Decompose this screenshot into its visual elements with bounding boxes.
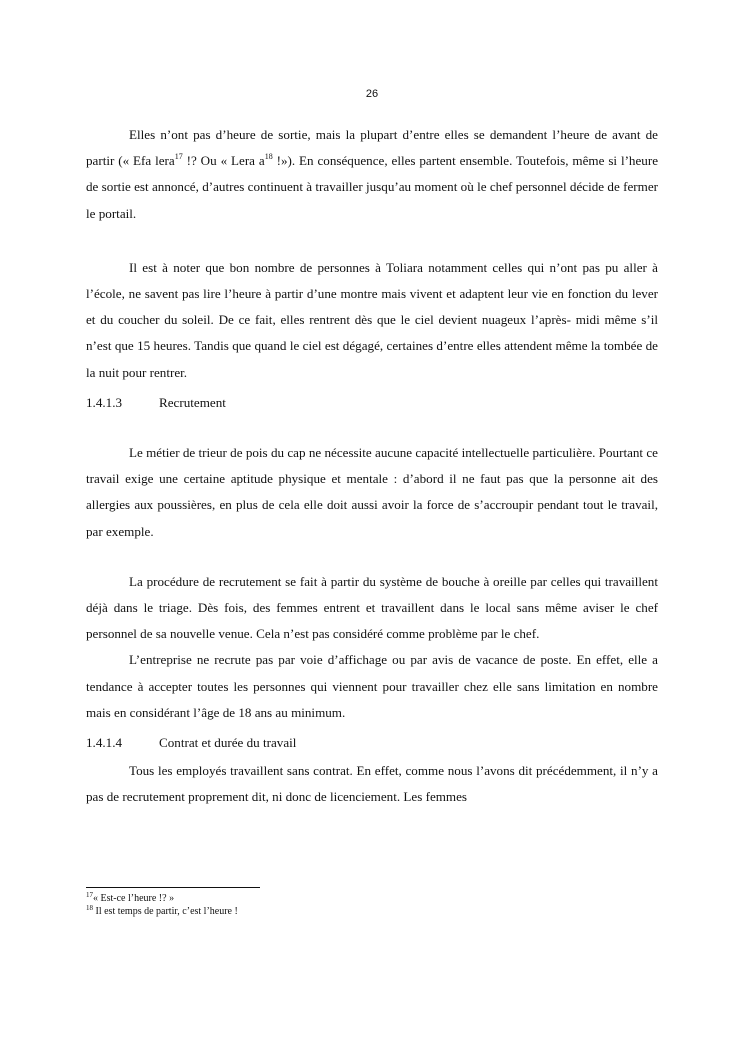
page-number: 26 — [365, 88, 379, 100]
body-text — [86, 122, 658, 811]
footnote-ref-18: 18 — [264, 152, 273, 162]
paragraph-1-text-b: !? Ou « Lera a — [182, 153, 265, 169]
footnote-number: 17 — [86, 891, 93, 899]
footnote-ref-17: 17 — [174, 152, 183, 162]
footnote-text: Il est temps de partir, c’est l’heure ! — [93, 906, 238, 917]
section-heading-contrat — [86, 730, 658, 756]
paragraph-2: Il est à noter que bon nombre de personnes à Toliara notamment celles qui n’ont pas pu aller à l’école, ne savent pas lire l’heure à partir d’une montre mais vivent et adaptent leur vie en fonction du lever et du coucher du soleil. De ce fait, elles rentrent dès que le ciel devient nuageux l’après- midi même s’il n’est que 15 heures. Tandis que quand le ciel est dégagé, certaines d’entre elles attendent même la tombée de la nuit pour rentrer. — [86, 259, 658, 380]
paragraph-5: L’entreprise ne recrute pas par voie d’affichage ou par avis de vacance de poste. En effet, elle a tendance à accepter toutes les personnes qui viennent pour travailler chez elle sans limitation en nombre mais en considérant l’âge de 18 ans au minimum. — [86, 652, 658, 720]
section-title: Recrutement — [159, 394, 226, 410]
paragraph-1 — [86, 122, 658, 227]
footnote-number: 18 — [86, 904, 93, 912]
footnote-separator — [86, 887, 260, 888]
section-number: 1.4.1.3 — [86, 394, 123, 410]
footnotes — [86, 892, 238, 918]
footnote-17 — [86, 892, 238, 905]
paragraph-3: Le métier de trieur de pois du cap ne nécessite aucune capacité intellectuelle particulière. Pourtant ce travail exige une certaine aptitude physique et mentale : d’abord il ne faut pas que la personne ait des allergies aux poussières, en plus de cela elle doit aussi avoir la force de s’accroupir pendant tout le travail, par exemple. — [86, 445, 658, 539]
section-title: Contrat et durée du travail — [159, 735, 297, 751]
paragraph-1-text-a: Elles n’ont pas d’heure de sortie, mais la plupart d’entre elles se demandent l’heure de avant de partir (« Efa lera — [86, 127, 658, 169]
paragraph-4: La procédure de recrutement se fait à partir du système de bouche à oreille par celles qui travaillent déjà dans le triage. Dès fois, des femmes entrent et travaillent dans le local sans même aviser le chef personnel de sa nouvelle venue. Cela n’est pas considéré comme problème par le chef. — [86, 573, 658, 642]
paragraph-6: Tous les employés travaillent sans contrat. En effet, comme nous l’avons dit précédemment, il n’y a pas de recrutement proprement dit, ni donc de licenciement. Les femmes — [86, 763, 658, 805]
section-number: 1.4.1.4 — [86, 735, 123, 751]
section-heading-recrutement — [86, 390, 658, 416]
paragraph-1-text-c: !»). En conséquence, elles partent ensemble. Toutefois, même si l’heure de sortie est annoncé, d’autres continuent à travailler jusqu’au moment où le chef personnel décide de fermer le portail. — [86, 153, 659, 221]
footnote-18 — [86, 905, 238, 918]
footnote-text: « Est-ce l’heure !? » — [93, 893, 175, 904]
